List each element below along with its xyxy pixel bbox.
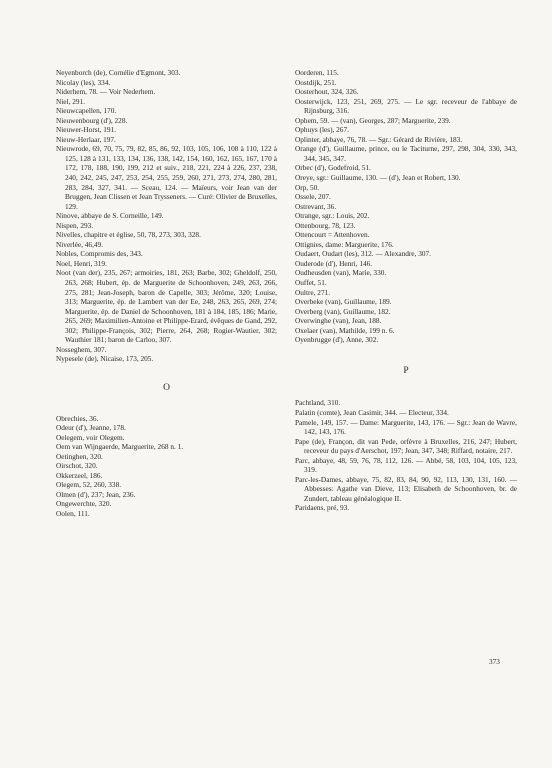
left-column [56,68,277,519]
entries-o-left [56,414,277,519]
index-entry: Ottencourt = Attenhoven. [295,230,370,240]
index-entry: Nobles, Compromis des, 343. [56,249,143,259]
index-entry: Oosterwijck, 123, 251, 269, 275. — Le sgr. receveur de l'abbaye de Rijnsburg, 316. [295,96,517,116]
index-entry: Nieuwcapellen, 170. [56,106,117,116]
index-entry: Nispen, 293. [56,220,94,230]
index-entry: Niderhem, 78. — Voir Nederhem. [56,87,156,97]
index-entry: Ophem, 59. — (van), Georges, 287; Marguerite, 239. [295,115,451,125]
index-entry: Oxelaer (van), Mathilde, 199 n. 6. [295,325,395,335]
index-entry: Pamele, 149, 157. — Dame: Marguerite, 143, 176. — Sgr.: Jean de Wavre, 142, 143, 176. [295,417,517,437]
right-column [295,68,517,513]
section-heading-o: O [163,382,170,393]
index-entry: Okkerzeel, 186. [56,470,103,480]
index-entry: Parc, abbaye, 48, 59, 76, 78, 112, 126. — Abbé, 58, 103, 104, 105, 123, 319. [295,455,517,475]
index-entry: Nieuw-Herlaar, 197. [56,134,116,144]
index-entry: Oreye, sgr.: Guillaume, 130. — (d'), Jean et Robert, 130. [295,173,461,183]
index-entry: Ottignies, dame: Marguerite, 176. [295,239,394,249]
entries-o-right [295,68,517,345]
index-entry: Niverlée, 46,49. [56,239,104,249]
index-entry: Paridaens, pré, 93. [295,503,350,513]
index-entry: Overwinghe (van), Jean, 188. [295,316,382,326]
index-entry: Oelegem, voir Olegem. [56,432,125,442]
index-entry: Niel, 291. [56,96,85,106]
index-entry: Oplinter, abbaye, 76, 78. — Sgr.: Gérard de Rivière, 183. [295,134,463,144]
index-entry: Nieuwrode, 69, 70, 75, 79, 82, 85, 86, 92, 103, 105, 106, 108 à 110, 122 à 125, 128 à 131, 133, 134, 136, 138, 142, 154, 160, 162, 165, 167, 170 à 172, 178, 188, 190, 199, 212 et suiv., 218, 221, 224 à 226, 237, 238, 240, 242, 245, 247, 253, 254, 255, 259, 260, 271, 273, 274, 280, 281, 283, 284, 327, 341. — Sceau, 124. — Maïeurs, voir Jean van der Bruggen, Jean Clissen et Jean Trysseners. — Curé: Olivier de Bruxelles, 129. [56,144,277,211]
entries-p [295,398,517,513]
index-entry: Olegem, 52, 260, 338. [56,480,122,490]
index-entry: Noel, Henri, 319. [56,258,107,268]
index-entry: Odeur (d'), Jeanne, 178. [56,423,126,433]
index-entry: Orange (d'), Guillaume, prince, ou le Taciturne, 297, 298, 304, 330, 343, 344, 345, 347. [295,144,517,163]
index-entry: Oetinghen, 320. [56,451,103,461]
index-entry: Olmen (d'), 237; Jean, 236. [56,489,136,499]
index-entry: Pape (de), Françon, dit van Pede, orfèvre à Bruxelles, 216, 247; Hubert, receveur du pays d'Aerschot, 197; Jean, 347, 348; Riffard, notaire, 217. [295,436,517,456]
index-entry: Nosseghem, 307. [56,344,107,354]
index-entry: Oem van Wijngaerde, Marguerite, 268 n. 1. [56,442,184,452]
index-entry: Oostdijk, 251. [295,77,337,87]
index-entry: Pachtland, 310. [295,398,341,408]
index-entry: Neyenborch (de), Cornélie d'Egmont, 303. [56,68,181,77]
index-entry: Nivelles, chapitre et église, 50, 78, 273, 303, 328. [56,230,201,240]
index-entry: Oorderen, 115. [295,68,339,77]
section-heading-p: P [403,365,409,376]
index-entry: Ostrevant, 36. [295,201,337,211]
index-entry: Oudaert, Oudart (les), 312. — Alexandre, 307. [295,249,431,259]
index-entry: Oosterhout, 324, 326. [295,87,359,97]
index-entry: Palatin (comte), Jean Casimir, 344. — Electeur, 334. [295,407,449,417]
index-entry: Ninove, abbaye de S. Corneille, 149. [56,211,164,221]
index-entry: Oirschot, 320. [56,461,98,471]
index-entry: Oyenbrugge (d'), Anne, 302. [295,335,379,345]
page-number: 373 [489,657,500,666]
index-entry: Overberg (van), Guillaume, 182. [295,306,391,316]
index-entry: Ongewerchte, 320. [56,499,112,509]
index-entry: Noot (van der), 235, 267; armoiries, 181, 263; Barbe, 302; Gheldolf, 250, 263, 268; Hubert, ép. de Marguerite de Schoonhoven, 249, 263, 266, 275, 281; Jean-Joseph, baron de Capelle, 303; Jérôme, 320; Louise, 313; Marguerite, ép. de Lambert van der Ee, 248, 263, 265, 269, 274; Marguerite, ép. de Daniel de Schoonhoven, 181 à 184, 185, 186; Marie, 265, 269; Maximilien-Antoine et Philippe-Erard, évêques de Gand, 292, 302; Philippe-François, 302; Pierre, 264, 268; Rogier-Wautier, 302; Wauthier 181; baron de Carloo, 307. [56,268,277,345]
index-entry: Nieuwer-Horst, 191. [56,125,117,135]
index-entry: Obrechies, 36. [56,413,99,423]
index-entry: Nicolay (les), 334. [56,77,111,87]
index-entry: Orbec (d'), Godefroid, 51. [295,163,371,173]
index-entry: Orp, 50. [295,182,320,192]
index-entry: Oultre, 271. [295,287,331,297]
index-entry: Otrange, sgr.: Louis, 202. [295,211,370,221]
index-entry: Ouderode (d'), Henri, 146. [295,258,373,268]
index-entry: Oolen, 111. [56,508,90,518]
index-entry: Nieuwenbourg (d'), 228. [56,115,128,125]
index-entry: Nypesele (de), Nicaise, 173, 205. [56,354,154,364]
index-entry: Parc-les-Dames, abbaye, 75, 82, 83, 84, 90, 92, 113, 130, 131, 160. — Abbesses: Agathe van Dieve, 113; Elisabeth de Schoonhoven, br. de Zundert, tableau généalogique II. [295,474,517,503]
index-entry: Oudheusden (van), Marie, 330. [295,268,387,278]
index-entry: Ouffet, 51. [295,278,327,288]
index-entry: Overbeke (van), Guillaume, 189. [295,297,392,307]
index-entry: Ottenbourg, 78, 123. [295,220,356,230]
index-entry: Ophuys (les), 267. [295,125,349,135]
index-entry: Ossele, 207. [295,192,331,202]
entries-n [56,68,277,364]
